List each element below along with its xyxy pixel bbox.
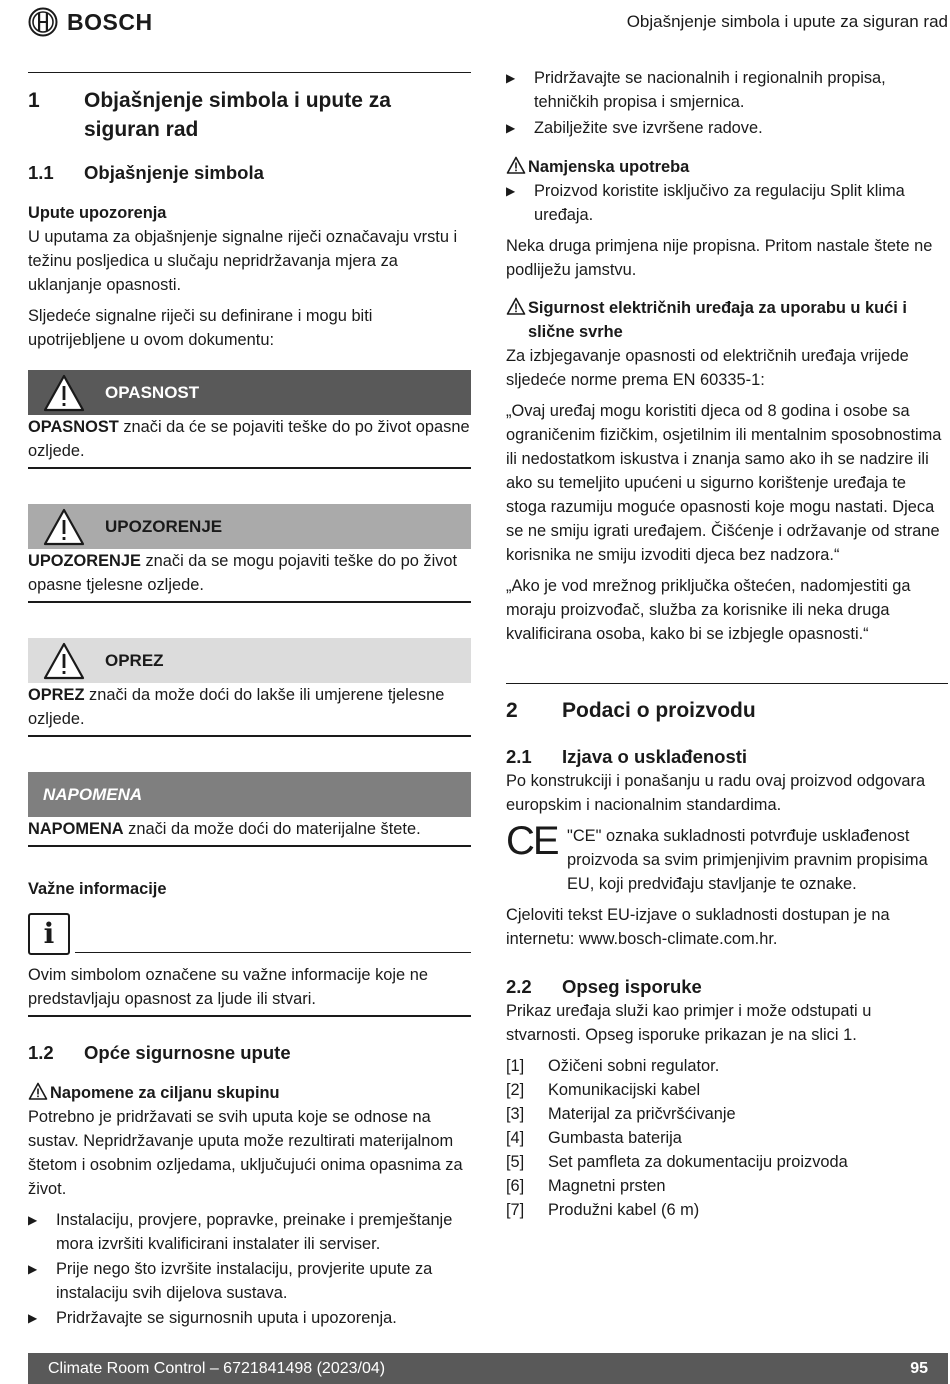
paragraph: Prikaz uređaja služi kao primjer i može odstupati u stvarnosti. Opseg isporuke prikazan je na slici 1.	[506, 1002, 872, 1044]
ce-row	[506, 819, 948, 896]
warning-banner	[28, 504, 471, 549]
paragraph: Neka druga primjena nije propisna. Pritom nastale štete ne podliježu jamstvu.	[506, 237, 933, 279]
item-text: Ožičeni sobni regulator.	[548, 1057, 720, 1075]
caution-text	[28, 683, 471, 737]
signal-word: OPASNOST	[105, 382, 200, 402]
list-item-text: Instalaciju, provjere, popravke, preinake i premještanje mora izvršiti kvalificirani instalater ili serviser.	[56, 1211, 453, 1253]
info-icon: i	[28, 913, 70, 955]
list-item	[28, 1306, 471, 1330]
list-item	[28, 1257, 471, 1305]
signal-word: UPOZORENJE	[105, 516, 223, 536]
section-title: Podaci o proizvodu	[562, 699, 756, 722]
signal-word: UPOZORENJE	[28, 552, 141, 570]
instruction-list	[506, 66, 948, 140]
paragraph: Potrebno je pridržavati se svih uputa koje se odnose na sustav. Nepridržavanje uputa može rezultirati materijalnom štetom i osobnim ozljedama, uključujući onima opasnima za život.	[28, 1108, 463, 1198]
paragraph: Za izbjegavanje opasnosti od električnih uređaja vrijede sljedeće norme prema EN 60335-1:	[506, 347, 909, 389]
section-1-2-heading	[28, 1041, 471, 1065]
info-row	[28, 913, 471, 955]
warning-triangle-icon	[28, 373, 105, 413]
right-column	[506, 66, 948, 1222]
paragraph: U uputama za objašnjenje signalne riječi označavaju vrstu i težinu posljedica u slučaju nepridržavanja mjera za uklanjanje opasnosti.	[28, 228, 458, 294]
item-index: [3]	[506, 1105, 525, 1123]
warning-triangle-icon	[506, 296, 528, 344]
list-item	[506, 1198, 948, 1222]
notice-text	[28, 817, 471, 847]
section-title: Objašnjenje simbola	[84, 162, 264, 183]
section-1-1-heading	[28, 161, 471, 185]
paragraph: „Ovaj uređaj mogu koristiti djeca od 8 godina i osobe sa ograničenim fizičkim, osjetilnim ili mentalnim sposobnostima ili nedostatkom iskustva i znanja samo ako ih se nadzire ili ako su temeljito upućeni u sigurno korištenje uređaja te stoga razumiju moguće opasnosti koje mogu nastati. Djeca se ne smiju igrati uređajem. Čišćenje i održavanje od strane korisnika ne smiju izvoditi djeca bez nadzora.“	[506, 402, 942, 564]
section-2-2-heading	[506, 975, 948, 999]
list-item	[506, 179, 948, 227]
list-item	[506, 1174, 948, 1198]
paragraph: Po konstrukciji i ponašanju u radu ovaj proizvod odgovara europskim i nacionalnim standardima.	[506, 772, 926, 814]
warning-triangle-icon	[28, 1081, 50, 1105]
item-index: [7]	[506, 1201, 525, 1219]
bosch-armature-icon	[28, 7, 58, 37]
info-rule	[75, 952, 471, 953]
brand-name: BOSCH	[67, 9, 153, 35]
list-item	[506, 1102, 948, 1126]
list-item-text: Prije nego što izvršite instalaciju, provjerite upute za instalaciju svih dijelova sustava.	[56, 1260, 433, 1302]
list-item	[506, 66, 948, 114]
paragraph: Cjeloviti tekst EU-izjave o sukladnosti dostupan je na internetu: www.bosch-climate.com.hr.	[506, 906, 890, 948]
item-text: Set pamfleta za dokumentaciju proizvoda	[548, 1153, 848, 1171]
list-item-text: Zabilježite sve izvršene radove.	[534, 119, 763, 137]
section-number: 1	[28, 89, 40, 112]
left-column	[28, 72, 471, 1330]
signal-word: OPREZ	[28, 686, 85, 704]
item-index: [4]	[506, 1129, 525, 1147]
signal-word: NAPOMENA	[28, 820, 124, 838]
delivery-list	[506, 1054, 948, 1222]
section-number: 2	[506, 699, 518, 722]
page-number: 95	[910, 1359, 928, 1377]
list-item	[506, 1078, 948, 1102]
item-text: Materijal za pričvršćivanje	[548, 1105, 736, 1123]
paragraph: "CE" oznaka sukladnosti potvrđuje usklađenost proizvoda sa svim primjenjivim pravnim propisima EU, koji predviđaju stavljanje te oznake.	[567, 827, 928, 893]
heading-text: Sigurnost električnih uređaja za uporabu u kući i slične svrhe	[528, 299, 907, 341]
section-rule	[506, 683, 948, 684]
document-id: Climate Room Control – 6721841498 (2023/04)	[48, 1359, 386, 1377]
signal-description: znači da će se pojaviti teške do po život opasne ozljede.	[28, 418, 470, 460]
instruction-list	[506, 179, 948, 227]
triangle-bullet-icon: ▶	[28, 1213, 38, 1227]
section-rule	[28, 72, 471, 73]
signal-word: OPREZ	[105, 650, 164, 670]
list-item-text: Proizvod koristite isključivo za regulaciju Split klima uređaja.	[534, 182, 905, 224]
heading-text: Napomene za ciljanu skupinu	[50, 1084, 280, 1102]
section-number: 2.1	[506, 746, 532, 767]
warning-text	[28, 549, 471, 603]
triangle-bullet-icon: ▶	[506, 71, 516, 85]
item-text: Gumbasta baterija	[548, 1129, 682, 1147]
important-heading: Važne informacije	[28, 880, 167, 898]
section-2-heading	[506, 696, 948, 725]
list-item	[506, 1054, 948, 1078]
intended-use-heading	[506, 155, 948, 179]
important-text: Ovim simbolom označene su važne informacije koje ne predstavljaju opasnost za ljude ili stvari.	[28, 963, 471, 1017]
danger-text	[28, 415, 471, 469]
triangle-bullet-icon: ▶	[506, 184, 516, 198]
bosch-logo	[28, 7, 153, 37]
danger-banner	[28, 370, 471, 415]
electrical-safety-heading	[506, 296, 948, 344]
caution-banner	[28, 638, 471, 683]
list-item	[506, 1126, 948, 1150]
item-index: [6]	[506, 1177, 525, 1195]
section-title: Opseg isporuke	[562, 976, 702, 997]
notice-banner: NAPOMENA	[28, 772, 471, 817]
triangle-bullet-icon: ▶	[28, 1262, 38, 1276]
section-title: Izjava o usklađenosti	[562, 746, 748, 767]
section-title: Opće sigurnosne upute	[84, 1042, 291, 1063]
item-index: [1]	[506, 1057, 525, 1075]
paragraph: Sljedeće signalne riječi su definirane i mogu biti upotrijebljene u ovom dokumentu:	[28, 307, 373, 349]
page-footer	[28, 1353, 948, 1384]
paragraph: „Ako je vod mrežnog priključka oštećen, nadomjestiti ga moraju proizvođač, služba za korisnike ili neka druga kvalificirana osoba, kako bi se izbjegle opasnosti.“	[506, 577, 911, 643]
warnings-heading: Upute upozorenja	[28, 204, 167, 222]
heading-text: Namjenska upotreba	[528, 158, 690, 176]
list-item-text: Pridržavajte se sigurnosnih uputa i upozorenja.	[56, 1309, 397, 1327]
instruction-list	[28, 1208, 471, 1330]
item-text: Produžni kabel (6 m)	[548, 1201, 700, 1219]
ce-mark-icon: CE	[506, 819, 558, 863]
list-item	[506, 116, 948, 140]
list-item	[28, 1208, 471, 1256]
item-text: Komunikacijski kabel	[548, 1081, 701, 1099]
warning-triangle-icon	[506, 155, 528, 179]
section-1-heading	[28, 86, 471, 144]
section-number: 2.2	[506, 976, 532, 997]
triangle-bullet-icon: ▶	[506, 121, 516, 135]
item-index: [2]	[506, 1081, 525, 1099]
section-title: Objašnjenje simbola i upute za siguran rad	[84, 89, 391, 141]
signal-description: znači da može doći do materijalne štete.	[123, 820, 421, 838]
item-index: [5]	[506, 1153, 525, 1171]
triangle-bullet-icon: ▶	[28, 1311, 38, 1325]
item-text: Magnetni prsten	[548, 1177, 666, 1195]
warning-triangle-icon	[28, 507, 105, 547]
running-title: Objašnjenje simbola i upute za siguran rad	[626, 12, 948, 31]
section-2-1-heading	[506, 745, 948, 769]
section-number: 1.1	[28, 162, 54, 183]
signal-description: znači da se mogu pojaviti teške do po život opasne tjelesne ozljede.	[28, 552, 458, 594]
list-item	[506, 1150, 948, 1174]
list-item-text: Pridržavajte se nacionalnih i regionalnih propisa, tehničkih propisa i smjernica.	[534, 69, 886, 111]
section-number: 1.2	[28, 1042, 54, 1063]
signal-word: OPASNOST	[28, 418, 119, 436]
signal-description: znači da može doći do lakše ili umjerene tjelesne ozljede.	[28, 686, 445, 728]
warning-triangle-icon	[28, 641, 105, 681]
target-group-heading	[28, 1081, 471, 1105]
